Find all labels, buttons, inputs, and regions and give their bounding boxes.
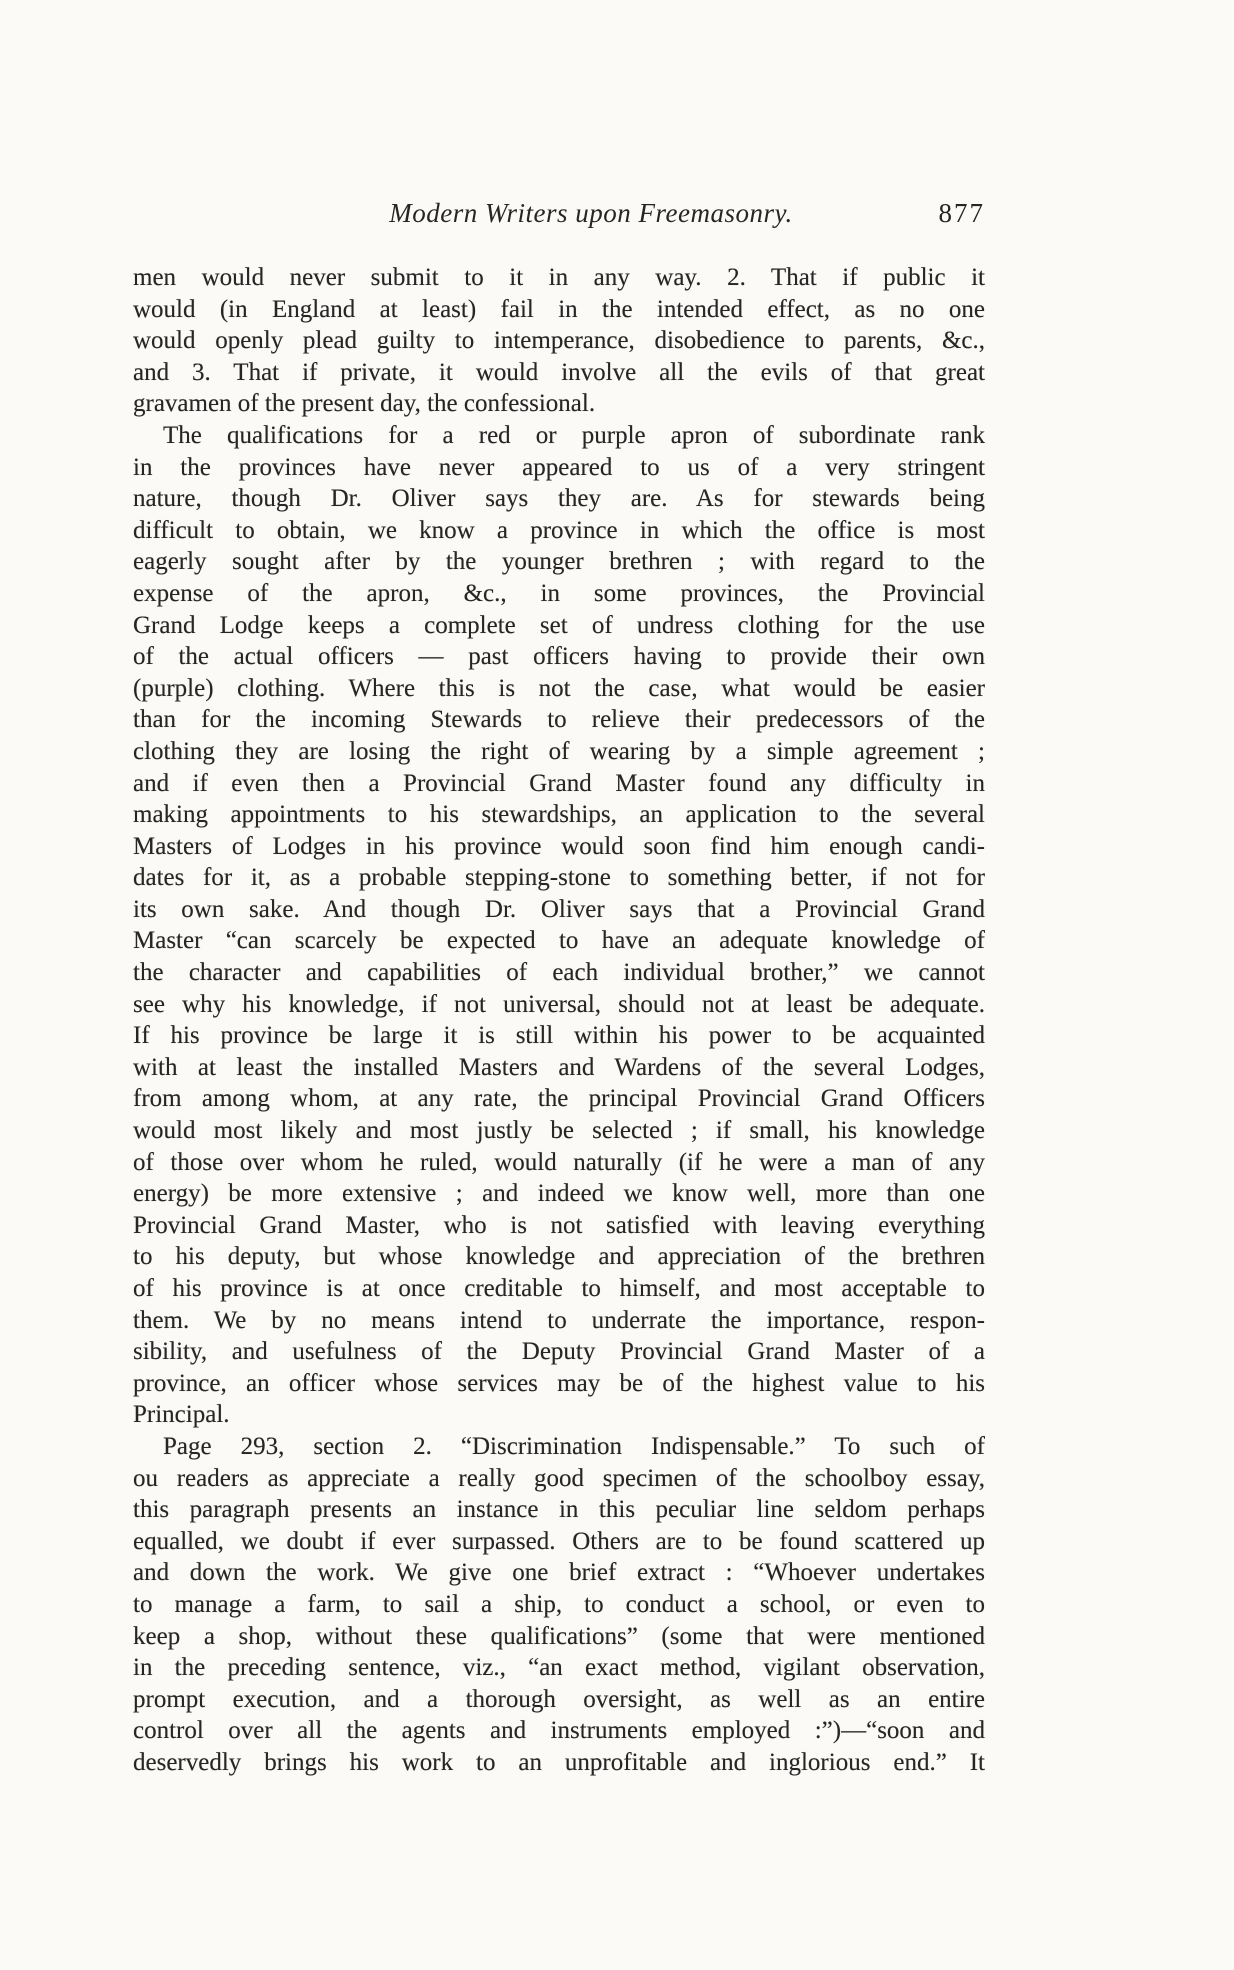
text-line: Page 293, section 2. “Discrimination Indispensable.” To such of (163, 1432, 985, 1460)
text-line: province, an officer whose services may be of the highest value to his (133, 1369, 985, 1397)
text-line: clothing they are losing the right of wearing by a simple agreement ; (133, 737, 985, 765)
text-line: Principal. (133, 1401, 230, 1429)
text-line: and if even then a Provincial Grand Master found any difficulty in (133, 769, 985, 797)
text-line: Grand Lodge keeps a complete set of undress clothing for the use (133, 611, 985, 639)
page-body (133, 262, 985, 1779)
page-header (133, 198, 985, 234)
text-line: prompt execution, and a thorough oversight, as well as an entire (133, 1685, 985, 1713)
text-line: the character and capabilities of each individual brother,” we cannot (133, 959, 985, 987)
text-line: The qualifications for a red or purple apron of subordinate rank (163, 421, 985, 449)
text-line: to manage a farm, to sail a ship, to conduct a school, or even to (133, 1590, 985, 1618)
text-line: of his province is at once creditable to himself, and most acceptable to (133, 1275, 985, 1302)
text-line: of the actual officers — past officers having to provide their own (133, 643, 985, 671)
text-line: dates for it, as a probable stepping-stone to something better, if not for (133, 864, 985, 892)
text-line: difficult to obtain, we know a province in which the office is most (133, 516, 985, 544)
text-line: would openly plead guilty to intemperance, disobedience to parents, &c., (133, 327, 985, 355)
text-line: Masters of Lodges in his province would soon find him enough candi- (133, 832, 985, 860)
text-line: with at least the installed Masters and Wardens of the several Lodges, (133, 1053, 985, 1081)
text-line: ou readers as appreciate a really good specimen of the schoolboy essay, (133, 1464, 985, 1492)
text-line: than for the incoming Stewards to relieve their predecessors of the (133, 706, 985, 734)
text-line: would (in England at least) fail in the intended effect, as no one (133, 295, 985, 323)
text-line: eagerly sought after by the younger brethren ; with regard to the (133, 548, 985, 576)
text-line: would most likely and most justly be selected ; if small, his knowledge (133, 1117, 985, 1145)
text-line: nature, though Dr. Oliver says they are. As for stewards being (133, 485, 985, 513)
text-line: keep a shop, without these qualifications” (some that were mentioned (133, 1622, 985, 1650)
text-line: this paragraph presents an instance in this peculiar line seldom perhaps (133, 1496, 985, 1524)
text-line: deservedly brings his work to an unprofitable and inglorious end.” It (133, 1748, 985, 1776)
text-line: in the preceding sentence, viz., “an exact method, vigilant observation, (133, 1654, 985, 1682)
text-line: If his province be large it is still within his power to be acquainted (133, 1022, 985, 1050)
text-line: Master “can scarcely be expected to have an adequate knowledge of (133, 927, 985, 955)
running-title: Modern Writers upon Freemasonry. (389, 198, 793, 228)
text-line: and down the work. We give one brief extract : “Whoever undertakes (133, 1559, 985, 1587)
paragraph (133, 420, 985, 1431)
text-line: expense of the apron, &c., in some provinces, the Provincial (133, 579, 985, 607)
text-line: them. We by no means intend to underrate the importance, respon- (133, 1306, 985, 1334)
text-line: control over all the agents and instruments employed :”)—“soon and (133, 1717, 985, 1745)
text-line: (purple) clothing. Where this is not the case, what would be easier (133, 674, 985, 702)
text-line: Provincial Grand Master, who is not satisfied with leaving everything (133, 1211, 985, 1239)
text-line: sibility, and usefulness of the Deputy Provincial Grand Master of a (133, 1338, 985, 1366)
text-line: to his deputy, but whose knowledge and appreciation of the brethren (133, 1243, 985, 1271)
text-line: in the provinces have never appeared to us of a very stringent (133, 453, 985, 481)
text-line: from among whom, at any rate, the principal Provincial Grand Officers (133, 1085, 985, 1113)
text-line: its own sake. And though Dr. Oliver says that a Provincial Grand (133, 895, 985, 923)
paragraph (133, 1431, 985, 1779)
text-line: and 3. That if private, it would involve all the evils of that great (133, 358, 985, 386)
text-line: see why his knowledge, if not universal, should not at least be adequate. (133, 990, 985, 1018)
text-line: men would never submit to it in any way. 2. That if public it (133, 264, 985, 291)
paragraph (133, 262, 985, 420)
text-line: of those over whom he ruled, would naturally (if he were a man of any (133, 1148, 985, 1176)
text-line: making appointments to his stewardships, an application to the several (133, 801, 985, 829)
text-line: equalled, we doubt if ever surpassed. Others are to be found scattered up (133, 1527, 985, 1555)
text-line: gravamen of the present day, the confessional. (133, 390, 596, 418)
text-line: energy) be more extensive ; and indeed we know well, more than one (133, 1180, 985, 1208)
page-number: 877 (938, 198, 985, 228)
